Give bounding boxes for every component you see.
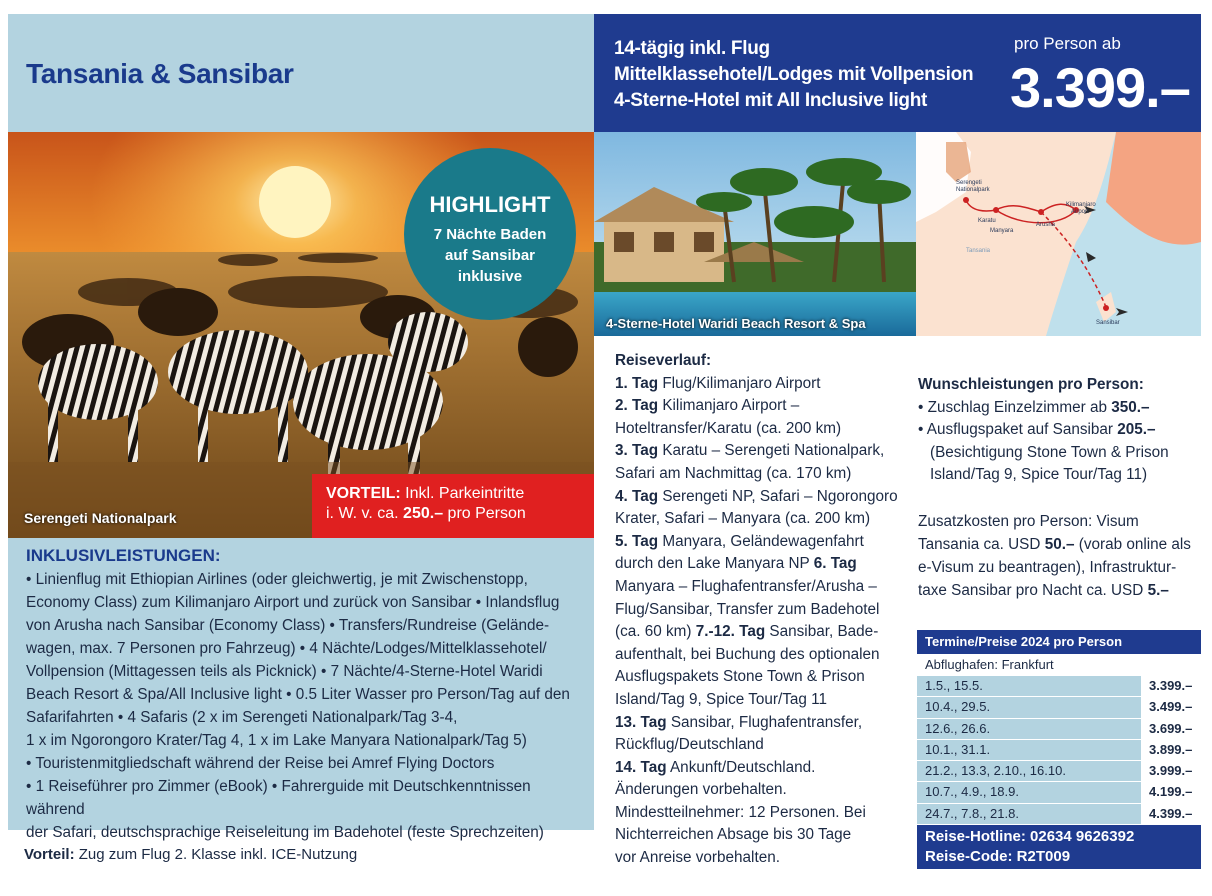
itinerary-line: 3. Tag Karatu – Serengeti Nationalpark, (615, 442, 885, 460)
route-map (916, 132, 1201, 336)
tax-price: 5.– (1147, 582, 1169, 599)
price-row-price: 4.399.– (1141, 804, 1201, 824)
itinerary-line: Safari am Nachmittag (ca. 170 km) (615, 464, 852, 482)
inklusiv-line: wagen, max. 7 Personen pro Fahrzeug) • 4 Nächte/Lodges/Mittelklassehotel/ (26, 640, 547, 657)
highlight-badge (404, 148, 576, 320)
price-row-dates: 1.5., 15.5. (917, 676, 1141, 696)
price-row (917, 804, 1201, 825)
inklusiv-line: • 1 Reiseführer pro Zimmer (eBook) • Fahrerguide mit Deutschkenntnissen während (26, 778, 531, 818)
price-rows (917, 676, 1201, 825)
inklusiv-line: von Arusha nach Sansibar (Economy Class) • Transfers/Rundreise (Gelände- (26, 617, 550, 634)
price-row-price: 3.499.– (1141, 697, 1201, 717)
price-table-heading: Termine/Preise 2024 pro Person (917, 630, 1201, 654)
price-row-price: 3.399.– (1141, 676, 1201, 696)
itinerary-line: aufenthalt, bei Buchung des optionalen (615, 645, 880, 663)
itinerary-line: Rückflug/Deutschland (615, 736, 764, 754)
map-label-airport: Airport (1071, 209, 1089, 215)
vorteil-suffix: pro Person (443, 505, 526, 522)
inklusiv-line: Vollpension (Mittagessen teils als Picknick) • 7 Nächte/4-Sterne-Hotel Waridi (26, 663, 543, 680)
optional-services-heading: Wunschleistungen pro Person: (918, 376, 1144, 393)
optional-item-price: 205.– (1117, 421, 1156, 439)
inklusiv-line: • Touristenmitgliedschaft während der Reise bei Amref Flying Doctors (26, 755, 495, 772)
itinerary-line: 2. Tag Kilimanjaro Airport – (615, 397, 800, 415)
itinerary-line: Mindestteilnehmer: 12 Personen. Bei (615, 803, 866, 821)
additional-costs (918, 510, 1203, 602)
inklusiv-line: der Safari, deutschsprachige Reiseleitung im Badehotel (feste Sprechzeiten) (26, 824, 544, 841)
price-row-dates: 10.7., 4.9., 18.9. (917, 782, 1141, 802)
itinerary-line: (ca. 60 km) 7.-12. Tag Sansibar, Bade- (615, 623, 879, 641)
optional-item-excursion (918, 419, 1203, 442)
map-label-arusha: Arusha (1036, 222, 1056, 228)
itinerary-line: Flug/Sansibar, Transfer zum Badehotel (615, 600, 880, 618)
price-from-label: pro Person ab (1014, 34, 1121, 53)
inklusivleistungen-section (8, 538, 594, 841)
price-row-price: 3.899.– (1141, 740, 1201, 760)
highlight-title: HIGHLIGHT (429, 192, 551, 217)
itinerary-line: 1. Tag Flug/Kilimanjaro Airport (615, 374, 821, 392)
itinerary-heading: Reiseverlauf: (615, 352, 712, 369)
itinerary-line: 14. Tag Ankunft/Deutschland. (615, 758, 816, 776)
inklusiv-line: Safarifahrten • 4 Safaris (2 x im Serengeti Nationalpark/Tag 3-4, (26, 709, 458, 726)
highlight-text (404, 224, 576, 287)
itinerary-line: vor Anreise vorbehalten. (615, 849, 780, 867)
vorteil-prefix: i. W. v. ca. (326, 505, 404, 522)
price-row (917, 761, 1201, 782)
vorteil-label: VORTEIL: (326, 485, 401, 502)
price-row-dates: 10.1., 31.1. (917, 740, 1141, 760)
optional-item-text: • Ausflugspaket auf Sansibar (918, 421, 1118, 439)
feature-duration: 14-tägig inkl. Flug (614, 38, 770, 59)
itinerary-line: Island/Tag 9, Spice Tour/Tag 11 (615, 690, 828, 708)
itinerary-line: Krater, Safari – Manyara (ca. 200 km) (615, 510, 871, 528)
inklusiv-line: 1 x im Ngorongoro Krater/Tag 4, 1 x im Lake Manyara Nationalpark/Tag 5) (26, 732, 527, 749)
photo-caption-hotel: 4-Sterne-Hotel Waridi Beach Resort & Spa (606, 316, 866, 331)
title-bar (8, 14, 594, 132)
itinerary-line: Änderungen vorbehalten. (615, 781, 787, 799)
itinerary-line: 4. Tag Serengeti NP, Safari – Ngorongoro (615, 487, 898, 505)
photo-caption-serengeti: Serengeti Nationalpark (24, 510, 177, 526)
inklusiv-line: Economy Class) zum Kilimanjaro Airport und zurück von Sansibar • Inlandsflug (26, 594, 560, 611)
price-row-price: 3.699.– (1141, 719, 1201, 739)
highlight-line: auf Sansibar (444, 247, 536, 264)
itinerary-line: durch den Lake Manyara NP 6. Tag (615, 555, 857, 573)
travel-code: Reise-Code: R2T009 (925, 848, 1071, 866)
price-row (917, 676, 1201, 697)
vorteil-line1: Inkl. Parkeintritte (400, 485, 525, 502)
map-label-nationalpark: Nationalpark (956, 187, 990, 193)
price-row-price: 4.199.– (1141, 782, 1201, 802)
feature-resort: 4-Sterne-Hotel mit All Inclusive light (614, 90, 928, 111)
map-label-karatu: Karatu (978, 218, 996, 224)
page-title: Tansania & Sansibar (26, 58, 294, 89)
departure-airport: Abflughafen: Frankfurt (925, 657, 1054, 672)
optional-item-text: • Zuschlag Einzelzimmer ab (918, 398, 1112, 416)
map-label-serengeti: Serengeti (956, 180, 982, 186)
map-label-tansania: Tansania (966, 248, 991, 254)
itinerary-section (615, 350, 905, 870)
inklusiv-heading: INKLUSIVLEISTUNGEN: (26, 546, 221, 565)
visa-price: 50.– (1044, 536, 1075, 553)
price-row (917, 719, 1201, 740)
price-row (917, 697, 1201, 718)
price-row-dates: 24.7., 7.8., 21.8. (917, 804, 1141, 824)
price-value: 3.399.– (1010, 56, 1190, 119)
offer-header (594, 14, 1201, 132)
map-label-kilimanjaro: Kilimanjaro (1066, 202, 1096, 208)
booking-info (917, 825, 1201, 869)
vorteil-note-text: Zug zum Flug 2. Klasse inkl. ICE-Nutzung (74, 846, 358, 863)
highlight-line: 7 Nächte Baden (433, 226, 547, 243)
additional-costs-text: (vorab online als e-Visum zu beantragen), Infrastruktur-taxe Sansibar pro Nacht ca. USD (918, 536, 1191, 599)
optional-item-single-room (918, 397, 1203, 420)
price-table (917, 630, 1201, 869)
itinerary-line: Nichterreichen Absage bis 30 Tage (615, 826, 852, 844)
price-row-price: 3.999.– (1141, 761, 1201, 781)
itinerary-line: Ausflugspakets Stone Town & Prison (615, 668, 865, 686)
vorteil-box (312, 474, 594, 538)
itinerary-line: 13. Tag Sansibar, Flughafentransfer, (615, 713, 863, 731)
additional-costs-text: Zusatzkosten pro Person: Visum Tansania ca. USD (918, 513, 1139, 553)
vorteil-amount: 250.– (403, 505, 444, 522)
highlight-line: inklusive (457, 268, 523, 285)
inklusiv-line: • Linienflug mit Ethiopian Airlines (oder gleichwertig, je mit Zwischenstopp, (26, 571, 528, 588)
hotline[interactable]: Reise-Hotline: 02634 9626392 (925, 828, 1135, 846)
optional-services-section (918, 374, 1203, 487)
itinerary-line: 5. Tag Manyara, Geländewagenfahrt (615, 532, 864, 550)
optional-item-excursion-detail: (Besichtigung Stone Town & Prison Island/Tag 9, Spice Tour/Tag 11) (930, 443, 1169, 484)
map-label-manyara: Manyara (990, 228, 1014, 234)
vorteil-note-label: Vorteil: (24, 846, 75, 863)
itinerary-line: Manyara – Flughafentransfer/Arusha – (615, 577, 877, 595)
price-row-dates: 21.2., 13.3, 2.10., 16.10. (917, 761, 1141, 781)
itinerary-lines (615, 373, 905, 870)
feature-hotel: Mittelklassehotel/Lodges mit Vollpension (614, 64, 974, 85)
price-row-dates: 10.4., 29.5. (917, 697, 1141, 717)
price-row-dates: 12.6., 26.6. (917, 719, 1141, 739)
vorteil-note (24, 846, 357, 863)
optional-item-price: 350.– (1111, 398, 1150, 416)
inklusiv-line: Beach Resort & Spa/All Inclusive light • 0.5 Liter Wasser pro Person/Tag auf den (26, 686, 570, 703)
map-label-sansibar: Sansibar (1096, 320, 1120, 326)
itinerary-line: Hoteltransfer/Karatu (ca. 200 km) (615, 419, 842, 437)
price-row (917, 740, 1201, 761)
hotel-photo (594, 132, 916, 336)
price-row (917, 782, 1201, 803)
feature-list (614, 36, 973, 114)
